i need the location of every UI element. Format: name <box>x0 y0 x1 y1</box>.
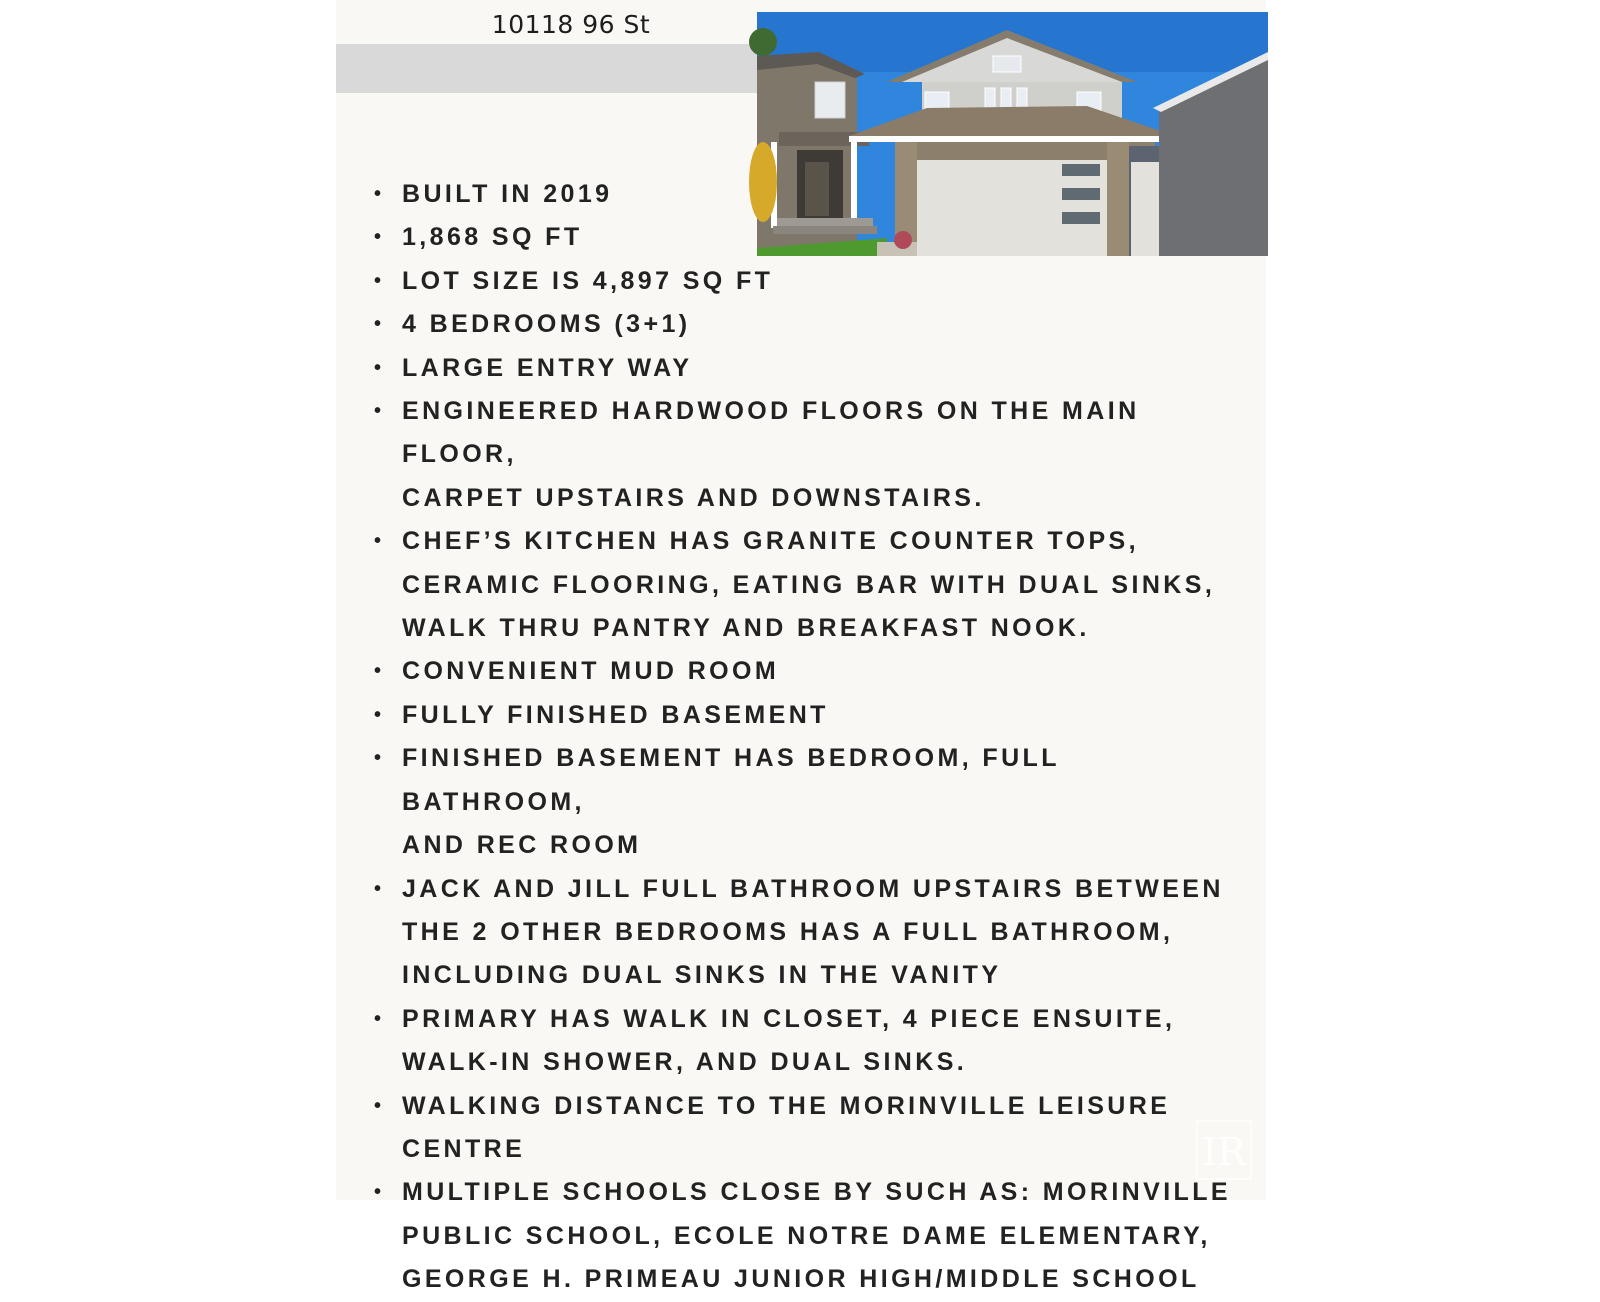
feature-text: ENGINEERED HARDWOOD FLOORS ON THE MAIN FLOOR, CARPET UPSTAIRS AND DOWNSTAIRS. <box>402 397 1140 512</box>
watermark-logo: IR <box>1196 1120 1252 1180</box>
bullet-icon: • <box>374 183 382 205</box>
listing-flyer <box>336 0 1266 1294</box>
list-item <box>374 173 1234 216</box>
bullet-icon: • <box>374 1007 382 1030</box>
feature-text: PRIMARY HAS WALK IN CLOSET, 4 PIECE ENSUITE, WALK-IN SHOWER, AND DUAL SINKS. <box>402 1004 1176 1077</box>
feature-text: FULLY FINISHED BASEMENT <box>402 700 829 729</box>
bullet-icon: • <box>374 313 382 336</box>
bullet-icon: • <box>374 400 382 423</box>
bullet-icon: • <box>374 1094 382 1117</box>
bullet-icon: • <box>374 226 382 249</box>
bullet-icon: • <box>374 703 382 726</box>
list-item <box>374 347 1234 390</box>
bullet-icon: • <box>374 747 382 770</box>
feature-text: 1,868 SQ FT <box>402 223 583 252</box>
feature-text: LARGE ENTRY WAY <box>402 353 693 382</box>
list-item <box>374 998 1234 1085</box>
bullet-icon: • <box>374 530 382 553</box>
bullet-icon: • <box>374 269 382 292</box>
list-item <box>374 1085 1234 1172</box>
list-item <box>374 650 1234 693</box>
property-address: 10118 96 St <box>491 10 651 39</box>
list-item <box>374 216 1234 259</box>
bullet-icon: • <box>374 660 382 683</box>
bullet-icon: • <box>374 1181 382 1204</box>
feature-list <box>374 173 1234 1302</box>
list-item <box>374 694 1234 737</box>
list-item <box>374 260 1234 303</box>
bullet-icon: • <box>374 877 382 900</box>
feature-text: MULTIPLE SCHOOLS CLOSE BY SUCH AS: MORINVILLE PUBLIC SCHOOL, ECOLE NOTRE DAME ELEMENTARY, GEORGE H. PRIMEAU JUNIOR HIGH/MIDDLE SCHOOL <box>402 1178 1231 1294</box>
list-item <box>374 520 1234 650</box>
list-item <box>374 303 1234 346</box>
feature-text: LOT SIZE IS 4,897 SQ FT <box>402 266 774 295</box>
bullet-icon: • <box>374 356 382 379</box>
feature-text: JACK AND JILL FULL BATHROOM UPSTAIRS BETWEEN THE 2 OTHER BEDROOMS HAS A FULL BATHROOM, INCLUDING DUAL SINKS IN THE VANITY <box>402 874 1224 990</box>
list-item <box>374 868 1234 998</box>
list-item <box>374 1171 1234 1301</box>
feature-text: BUILT IN 2019 <box>402 180 613 208</box>
feature-text: WALKING DISTANCE TO THE MORINVILLE LEISURE CENTRE <box>402 1091 1171 1163</box>
feature-text: CHEF’S KITCHEN HAS GRANITE COUNTER TOPS, CERAMIC FLOORING, EATING BAR WITH DUAL SINKS, WALK THRU PANTRY AND BREAKFAST NOOK. <box>402 527 1216 643</box>
list-item <box>374 390 1234 520</box>
list-item <box>374 737 1234 867</box>
address-banner <box>336 44 758 93</box>
feature-text: 4 BEDROOMS (3+1) <box>402 310 691 339</box>
feature-text: FINISHED BASEMENT HAS BEDROOM, FULL BATHROOM, AND REC ROOM <box>402 744 1060 860</box>
feature-text: CONVENIENT MUD ROOM <box>402 657 780 686</box>
